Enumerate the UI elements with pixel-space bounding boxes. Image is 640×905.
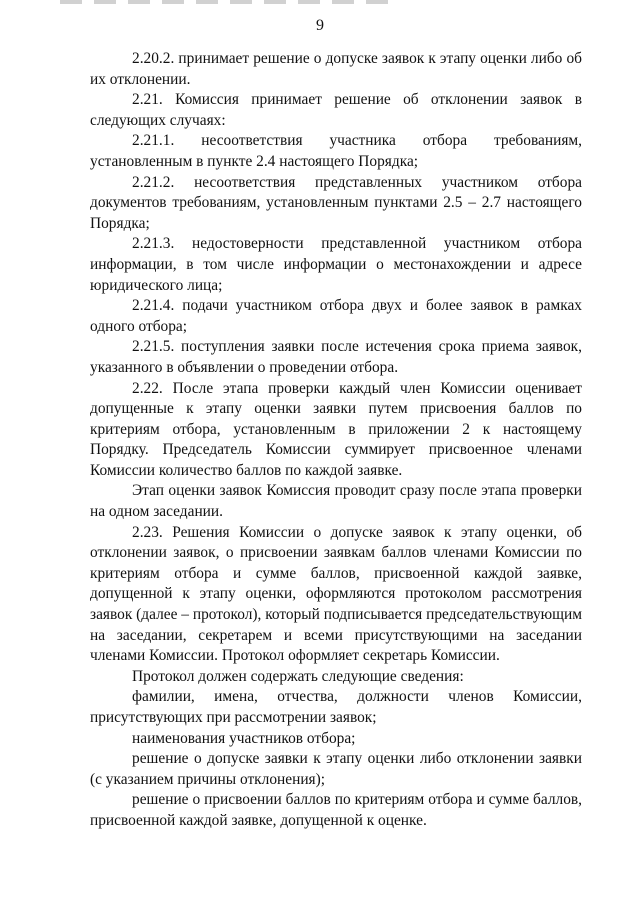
paragraph-2-20-2: 2.20.2. принимает решение о допуске заявок к этапу оценки либо об их отклонении.	[90, 50, 582, 88]
scan-top-edge-marks	[60, 0, 400, 4]
paragraph-protocol-admission-decision: решение о допуске заявки к этапу оценки либо отклонении заявки (с указанием причины отклонения);	[90, 750, 582, 788]
paragraph-2-21-1: 2.21.1. несоответствия участника отбора требованиям, установленным в пункте 2.4 настоящего Порядка;	[90, 132, 582, 170]
paragraph-protocol-participants: наименования участников отбора;	[132, 729, 356, 747]
paragraph-2-21: 2.21. Комиссия принимает решение об отклонении заявок в следующих случаях:	[90, 91, 582, 129]
paragraph-2-23: 2.23. Решения Комиссии о допуске заявок к этапу оценки, об отклонении заявок, о присвоении заявкам баллов членами Комиссии по критериям отбора и сумме баллов, присвоенной каждой заявке, допущенной к этапу оценки, оформляются протоколом рассмотрения заявок (далее – протокол), который подписывается председательствующим на заседании, секретарем и всеми присутствующими на заседании членами Комиссии. Протокол оформляет секретарь Комиссии.	[90, 523, 582, 665]
paragraph-protocol-contents-intro: Протокол должен содержать следующие сведения:	[132, 667, 464, 685]
paragraph-evaluation-stage: Этап оценки заявок Комиссия проводит сразу после этапа проверки на одном заседании.	[90, 482, 582, 521]
paragraph-protocol-members: фамилии, имена, отчества, должности членов Комиссии, присутствующих при рассмотрении заявок;	[90, 688, 582, 726]
paragraph-2-21-2: 2.21.2. несоответствия представленных участником отбора документов требованиям, установленным пунктами 2.5 – 2.7 настоящего Порядка;	[90, 173, 582, 232]
document-body	[90, 49, 582, 832]
page-number: 9	[316, 17, 324, 34]
paragraph-2-22: 2.22. После этапа проверки каждый член Комиссии оценивает допущенные к этапу оценки заявки путем присвоения баллов по критериям отбора, установленным в приложении 2 к настоящему Порядку. Председатель Комиссии суммирует присвоенное членами Комиссии количество баллов по каждой заявке.	[90, 379, 582, 479]
paragraph-2-21-3: 2.21.3. недостоверности представленной участником отбора информации, в том числе информации о местонахождении и адресе юридического лица;	[90, 235, 582, 294]
paragraph-protocol-scoring-decision: решение о присвоении баллов по критериям отбора и сумме баллов, присвоенной каждой заявке, допущенной к оценке.	[90, 791, 582, 829]
paragraph-2-21-4: 2.21.4. подачи участником отбора двух и более заявок в рамках одного отбора;	[90, 297, 582, 335]
paragraph-2-21-5: 2.21.5. поступления заявки после истечения срока приема заявок, указанного в объявлении о проведении отбора.	[90, 338, 582, 376]
